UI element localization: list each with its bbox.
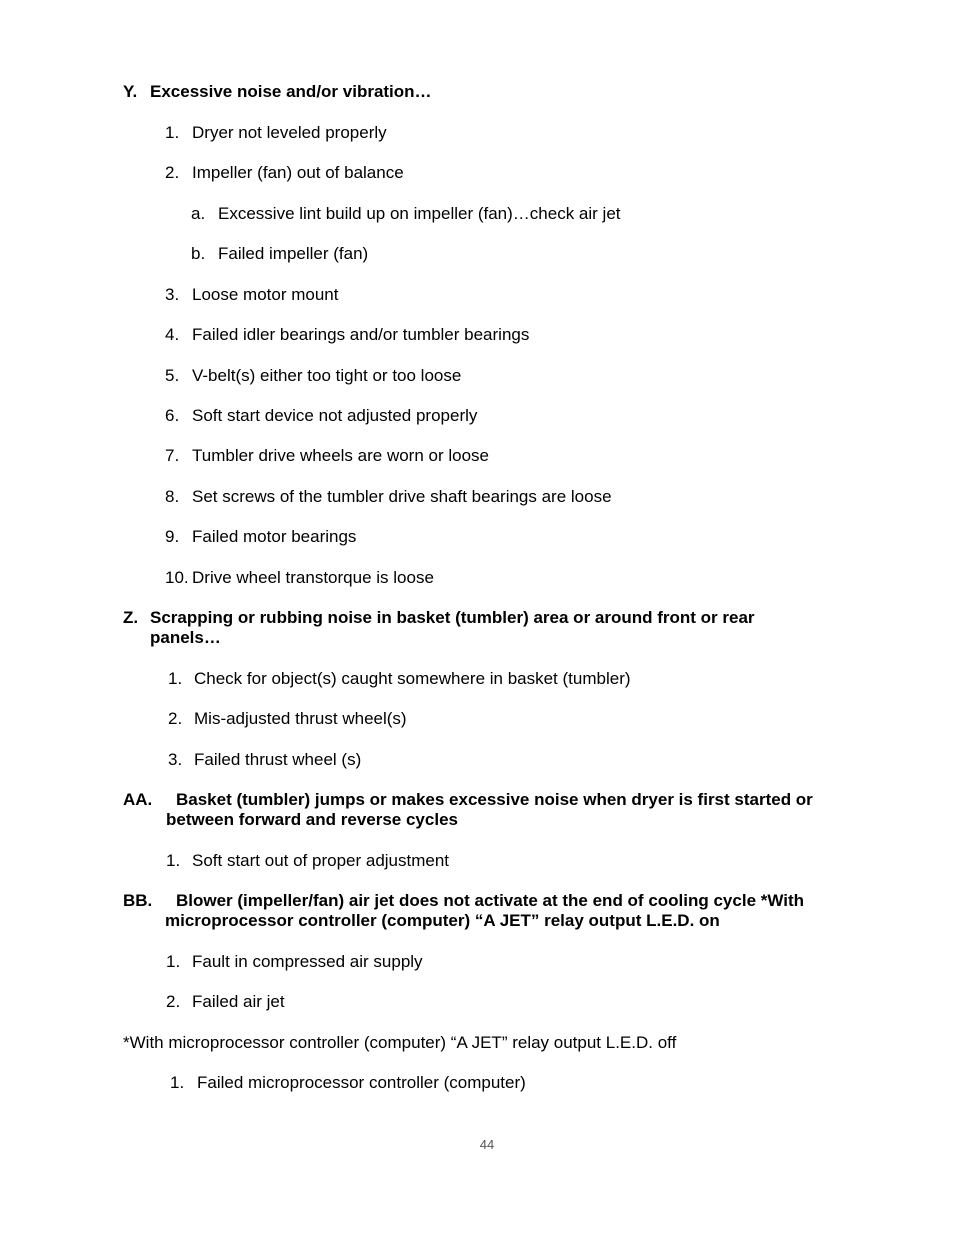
- list-item-number: 3.: [168, 750, 183, 769]
- list-item-number: 5.: [165, 366, 180, 385]
- list-item-number: 1.: [165, 123, 180, 142]
- list-item-number: 3.: [165, 285, 180, 304]
- section-y-title: Excessive noise and/or vibration…: [150, 82, 432, 101]
- list-item-number: 10.: [165, 568, 189, 587]
- list-item-text: Failed microprocessor controller (computer): [197, 1073, 526, 1092]
- section-aa-title-line2: between forward and reverse cycles: [166, 810, 458, 829]
- sublist-item-text: Failed impeller (fan): [218, 244, 369, 263]
- section-aa-letter: AA.: [123, 790, 153, 809]
- sublist-item-letter: a.: [191, 204, 206, 223]
- list-item-text: Failed idler bearings and/or tumbler bearings: [192, 325, 530, 344]
- list-item-text: Drive wheel transtorque is loose: [192, 568, 434, 587]
- section-bb-title-line2: microprocessor controller (computer) “A JET” relay output L.E.D. on: [165, 911, 720, 930]
- section-y-letter: Y.: [123, 82, 138, 101]
- list-item-number: 1.: [166, 851, 181, 870]
- section-bb-letter: BB.: [123, 891, 153, 910]
- sublist-item-letter: b.: [191, 244, 206, 263]
- section-bb-title-line1: Blower (impeller/fan) air jet does not activate at the end of cooling cycle *With: [176, 891, 805, 910]
- list-item-number: 1.: [168, 669, 183, 688]
- list-item-text: Fault in compressed air supply: [192, 952, 423, 971]
- list-item-number: 1.: [170, 1073, 185, 1092]
- list-item-text: Tumbler drive wheels are worn or loose: [192, 446, 489, 465]
- list-item-number: 1.: [166, 952, 181, 971]
- list-item-number: 4.: [165, 325, 180, 344]
- list-item-number: 8.: [165, 487, 180, 506]
- list-item-text: Soft start device not adjusted properly: [192, 406, 478, 425]
- list-item-text: Failed motor bearings: [192, 527, 357, 546]
- list-item-text: Loose motor mount: [192, 285, 339, 304]
- list-item-number: 9.: [165, 527, 180, 546]
- list-item-text: Set screws of the tumbler drive shaft bearings are loose: [192, 487, 612, 506]
- list-item-number: 7.: [165, 446, 180, 465]
- section-z-title-line1: Scrapping or rubbing noise in basket (tumbler) area or around front or rear: [150, 608, 755, 627]
- list-item-text: Failed thrust wheel (s): [194, 750, 362, 769]
- list-item-text: Soft start out of proper adjustment: [192, 851, 450, 870]
- list-item-number: 6.: [165, 406, 180, 425]
- list-item-number: 2.: [165, 163, 180, 182]
- section-aa-title-line1: Basket (tumbler) jumps or makes excessive noise when dryer is first started or: [176, 790, 813, 809]
- list-item-number: 2.: [168, 709, 183, 728]
- page-number: 44: [479, 1137, 495, 1152]
- list-item-text: Dryer not leveled properly: [192, 123, 387, 142]
- section-z-letter: Z.: [123, 608, 139, 627]
- list-item-text: Impeller (fan) out of balance: [192, 163, 404, 182]
- list-item-text: Check for object(s) caught somewhere in basket (tumbler): [194, 669, 631, 688]
- list-item-number: 2.: [166, 992, 181, 1011]
- section-bb-note: *With microprocessor controller (computer) “A JET” relay output L.E.D. off: [123, 1033, 677, 1052]
- list-item-text: Failed air jet: [192, 992, 285, 1011]
- list-item-text: V-belt(s) either too tight or too loose: [192, 366, 462, 385]
- list-item-text: Mis-adjusted thrust wheel(s): [194, 709, 407, 728]
- section-z-title-line2: panels…: [150, 628, 221, 647]
- sublist-item-text: Excessive lint build up on impeller (fan)…check air jet: [218, 204, 621, 223]
